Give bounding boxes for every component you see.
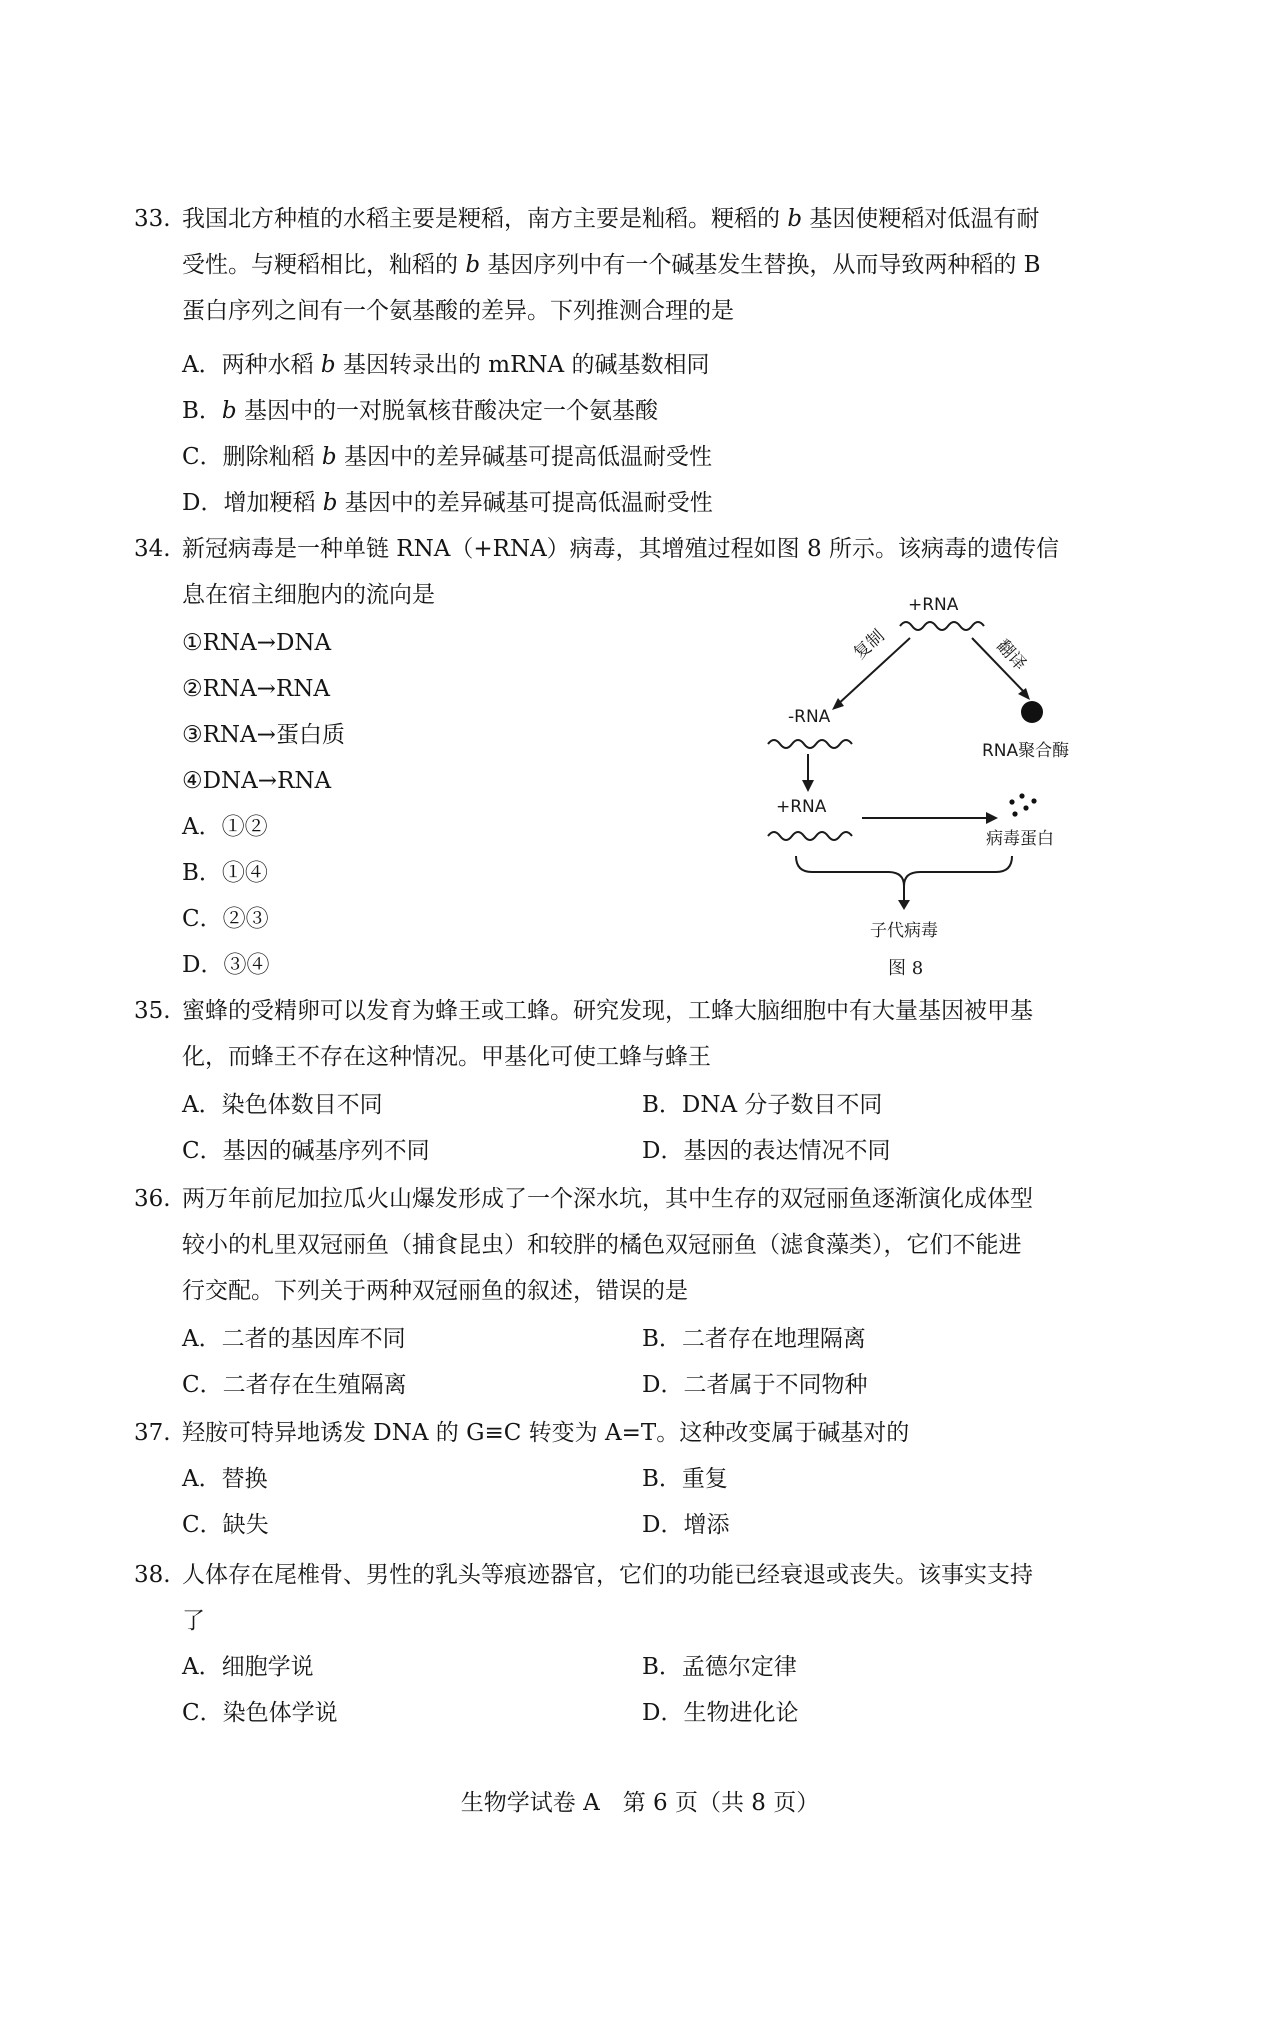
down-arrow-head [802, 780, 814, 792]
question-stem: 新冠病毒是一种单链 RNA（+RNA）病毒，其增殖过程如图 8 所示。该病毒的遗传信 息在宿主细胞内的流向是 [182, 536, 1059, 608]
protein-dot [1023, 805, 1028, 810]
question-stem: 蜜蜂的受精卵可以发育为蜂王或工蜂。研究发现，工蜂大脑细胞中有大量基因被甲基 化，而蜂王不存在这种情况。甲基化可使工蜂与蜂王 [182, 998, 1033, 1070]
assembly-brace [796, 856, 1012, 886]
question-number: 35. [134, 998, 171, 1024]
plus-rna-strand [768, 832, 852, 840]
option-c: C．缺失 [182, 1512, 269, 1538]
question-33 [136, 196, 1126, 334]
option-c: C．染色体学说 [182, 1700, 338, 1726]
option-a: A．二者的基因库不同 [182, 1326, 406, 1352]
protein-dot [1012, 811, 1017, 816]
option-d: D．增加粳稻 b 基因中的差异碱基可提高低温耐受性 [182, 490, 713, 516]
option-b: B．DNA 分子数目不同 [642, 1092, 883, 1118]
statement-4: ④DNA→RNA [182, 768, 332, 794]
question-38 [136, 1552, 1126, 1644]
figure-8-diagram [760, 588, 1100, 988]
question-number: 37. [134, 1420, 171, 1446]
option-c: C．基因的碱基序列不同 [182, 1138, 430, 1164]
option-c: C．删除籼稻 b 基因中的差异碱基可提高低温耐受性 [182, 444, 712, 470]
question-stem: 人体存在尾椎骨、男性的乳头等痕迹器官，它们的功能已经衰退或丧失。该事实支持 了 [182, 1562, 1033, 1634]
figure-caption: 图 8 [888, 958, 924, 979]
question-number: 34. [134, 536, 171, 562]
option-d: D．生物进化论 [642, 1700, 799, 1726]
statement-3: ③RNA→蛋白质 [182, 722, 345, 748]
top-plus-rna-label: +RNA [908, 595, 959, 615]
option-b: B．孟德尔定律 [642, 1654, 797, 1680]
translation-arrow-head [1018, 688, 1030, 700]
plus-rna-label: +RNA [776, 797, 827, 817]
translation-label: 翻译 [992, 635, 1030, 675]
option-c: C．②③ [182, 906, 269, 932]
question-number: 33. [134, 206, 171, 232]
question-stem: 我国北方种植的水稻主要是粳稻，南方主要是籼稻。粳稻的 b 基因使粳稻对低温有耐 受性。与粳稻相比，籼稻的 b 基因序列中有一个碱基发生替换，从而导致两种稻的 B 蛋白序列之间有一个氨基酸的差异。下列推测合理的是 [182, 206, 1041, 324]
protein-arrow-head [986, 812, 998, 824]
option-a: A．①② [182, 814, 268, 840]
top-rna-strand [900, 622, 984, 630]
question-37 [136, 1410, 1126, 1456]
question-stem: 两万年前尼加拉瓜火山爆发形成了一个深水坑，其中生存的双冠丽鱼逐渐演化成体型 较小的札里双冠丽鱼（捕食昆虫）和较胖的橘色双冠丽鱼（滤食藻类），它们不能进 行交配。下列关于两种双冠丽鱼的叙述，错误的是 [182, 1186, 1033, 1304]
viral-protein-label: 病毒蛋白 [986, 829, 1054, 849]
figure-8-virus-replication [760, 588, 1100, 988]
statement-1: ①RNA→DNA [182, 630, 332, 656]
rna-polymerase-dot [1021, 701, 1043, 723]
option-a: A．两种水稻 b 基因转录出的 mRNA 的碱基数相同 [182, 352, 710, 378]
replication-label: 复制 [849, 626, 889, 664]
option-b: B．重复 [642, 1466, 728, 1492]
option-d: D．增添 [642, 1512, 730, 1538]
rna-polymerase-label: RNA聚合酶 [982, 741, 1070, 761]
option-a: A．细胞学说 [182, 1654, 314, 1680]
option-a: A．替换 [182, 1466, 268, 1492]
statement-2: ②RNA→RNA [182, 676, 330, 702]
assembly-arrow-head [898, 900, 910, 910]
question-35 [136, 988, 1126, 1080]
option-a: A．染色体数目不同 [182, 1092, 383, 1118]
option-d: D．③④ [182, 952, 270, 978]
question-number: 36. [134, 1186, 171, 1212]
option-b: B．①④ [182, 860, 268, 886]
question-36 [136, 1176, 1126, 1314]
question-stem: 羟胺可特异地诱发 DNA 的 G≡C 转变为 A=T。这种改变属于碱基对的 [182, 1420, 910, 1446]
option-b: B．b 基因中的一对脱氧核苷酸决定一个氨基酸 [182, 398, 658, 424]
minus-rna-strand [768, 740, 852, 748]
progeny-virus-label: 子代病毒 [870, 921, 938, 941]
question-number: 38. [134, 1562, 171, 1588]
page-footer: 生物学试卷 A 第 6 页（共 8 页） [460, 1790, 820, 1816]
option-c: C．二者存在生殖隔离 [182, 1372, 407, 1398]
protein-dot [1009, 799, 1014, 804]
option-d: D．基因的表达情况不同 [642, 1138, 891, 1164]
protein-dot [1019, 793, 1024, 798]
option-d: D．二者属于不同物种 [642, 1372, 868, 1398]
minus-rna-label: -RNA [788, 707, 831, 727]
protein-dot [1031, 798, 1036, 803]
option-b: B．二者存在地理隔离 [642, 1326, 866, 1352]
